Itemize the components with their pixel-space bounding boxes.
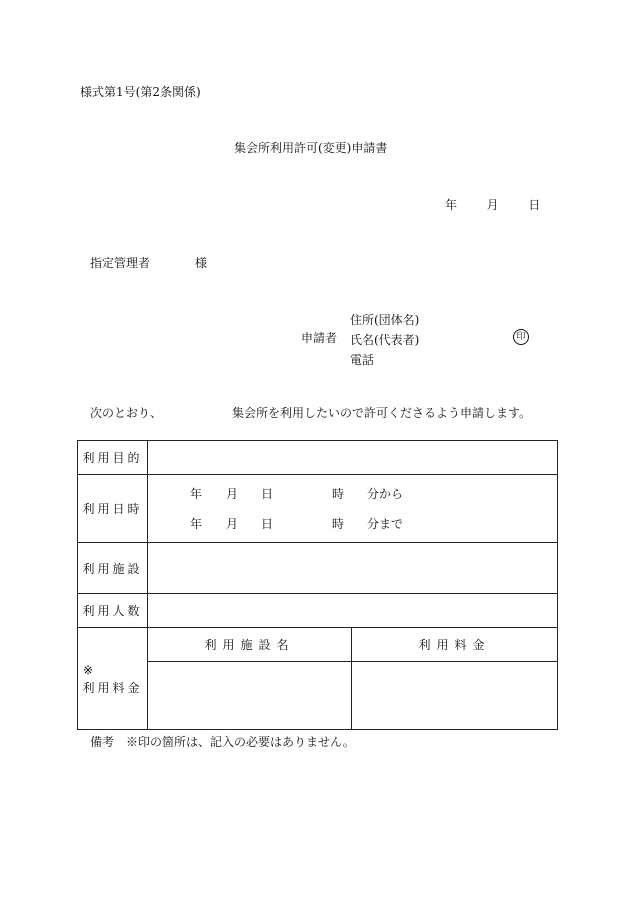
from-hour: 時 xyxy=(332,486,345,501)
datetime-to-line xyxy=(148,509,557,539)
facility-name-input[interactable] xyxy=(148,662,352,730)
remarks-note: 備考 ※印の箇所は、記入の必要はありません。 xyxy=(90,735,355,749)
fee-header-row xyxy=(78,628,558,662)
purpose-input[interactable] xyxy=(148,441,558,475)
datetime-from-line xyxy=(148,479,557,509)
facility-name-header: 利用施設名 xyxy=(148,628,352,662)
from-month: 月 xyxy=(226,486,239,501)
facility-row xyxy=(78,543,558,594)
to-hour: 時 xyxy=(332,516,345,531)
date-line xyxy=(445,197,540,213)
purpose-row xyxy=(78,441,558,475)
form-number: 様式第1号(第2条関係) xyxy=(80,85,201,99)
addressee-label: 指定管理者 xyxy=(90,256,151,270)
facility-input[interactable] xyxy=(148,543,558,594)
from-day: 日 xyxy=(261,486,274,501)
fee-body-row xyxy=(78,662,558,730)
application-table xyxy=(77,440,558,730)
applicant-address-label: 住所(団体名) xyxy=(350,313,420,327)
facility-label: 利用施設 xyxy=(78,543,148,594)
document-title: 集会所利用許可(変更)申請書 xyxy=(234,141,388,155)
people-row xyxy=(78,594,558,628)
to-minute: 分まで xyxy=(367,516,404,531)
addressee-suffix: 様 xyxy=(195,256,208,270)
to-month: 月 xyxy=(226,516,239,531)
applicant-phone-label: 電話 xyxy=(350,353,375,367)
applicant-fields xyxy=(350,310,419,370)
applicant-name-label: 氏名(代表者) xyxy=(350,333,420,347)
fee-label-cell xyxy=(78,628,148,730)
from-year: 年 xyxy=(190,486,203,501)
people-label: 利用人数 xyxy=(78,594,148,628)
seal-icon: 印 xyxy=(513,329,529,345)
fee-amount-input[interactable] xyxy=(352,662,558,730)
date-day: 日 xyxy=(528,198,541,212)
request-text-part2: 集会所を利用したいので許可くださるよう申請します。 xyxy=(232,406,532,420)
fee-note-mark: ※ xyxy=(83,662,97,677)
purpose-label: 利用目的 xyxy=(78,441,148,475)
from-minute: 分から xyxy=(367,486,404,501)
fee-label: 利用料金 xyxy=(82,680,143,695)
to-year: 年 xyxy=(190,516,203,531)
datetime-row xyxy=(78,475,558,543)
applicant-label: 申請者 xyxy=(301,331,338,345)
fee-header: 利用料金 xyxy=(352,628,558,662)
request-text-part1: 次のとおり、 xyxy=(90,406,163,420)
people-input[interactable] xyxy=(148,594,558,628)
datetime-label: 利用日時 xyxy=(78,475,148,543)
date-month: 月 xyxy=(486,198,499,212)
to-day: 日 xyxy=(261,516,274,531)
date-year: 年 xyxy=(445,198,458,212)
datetime-input[interactable] xyxy=(148,475,558,543)
